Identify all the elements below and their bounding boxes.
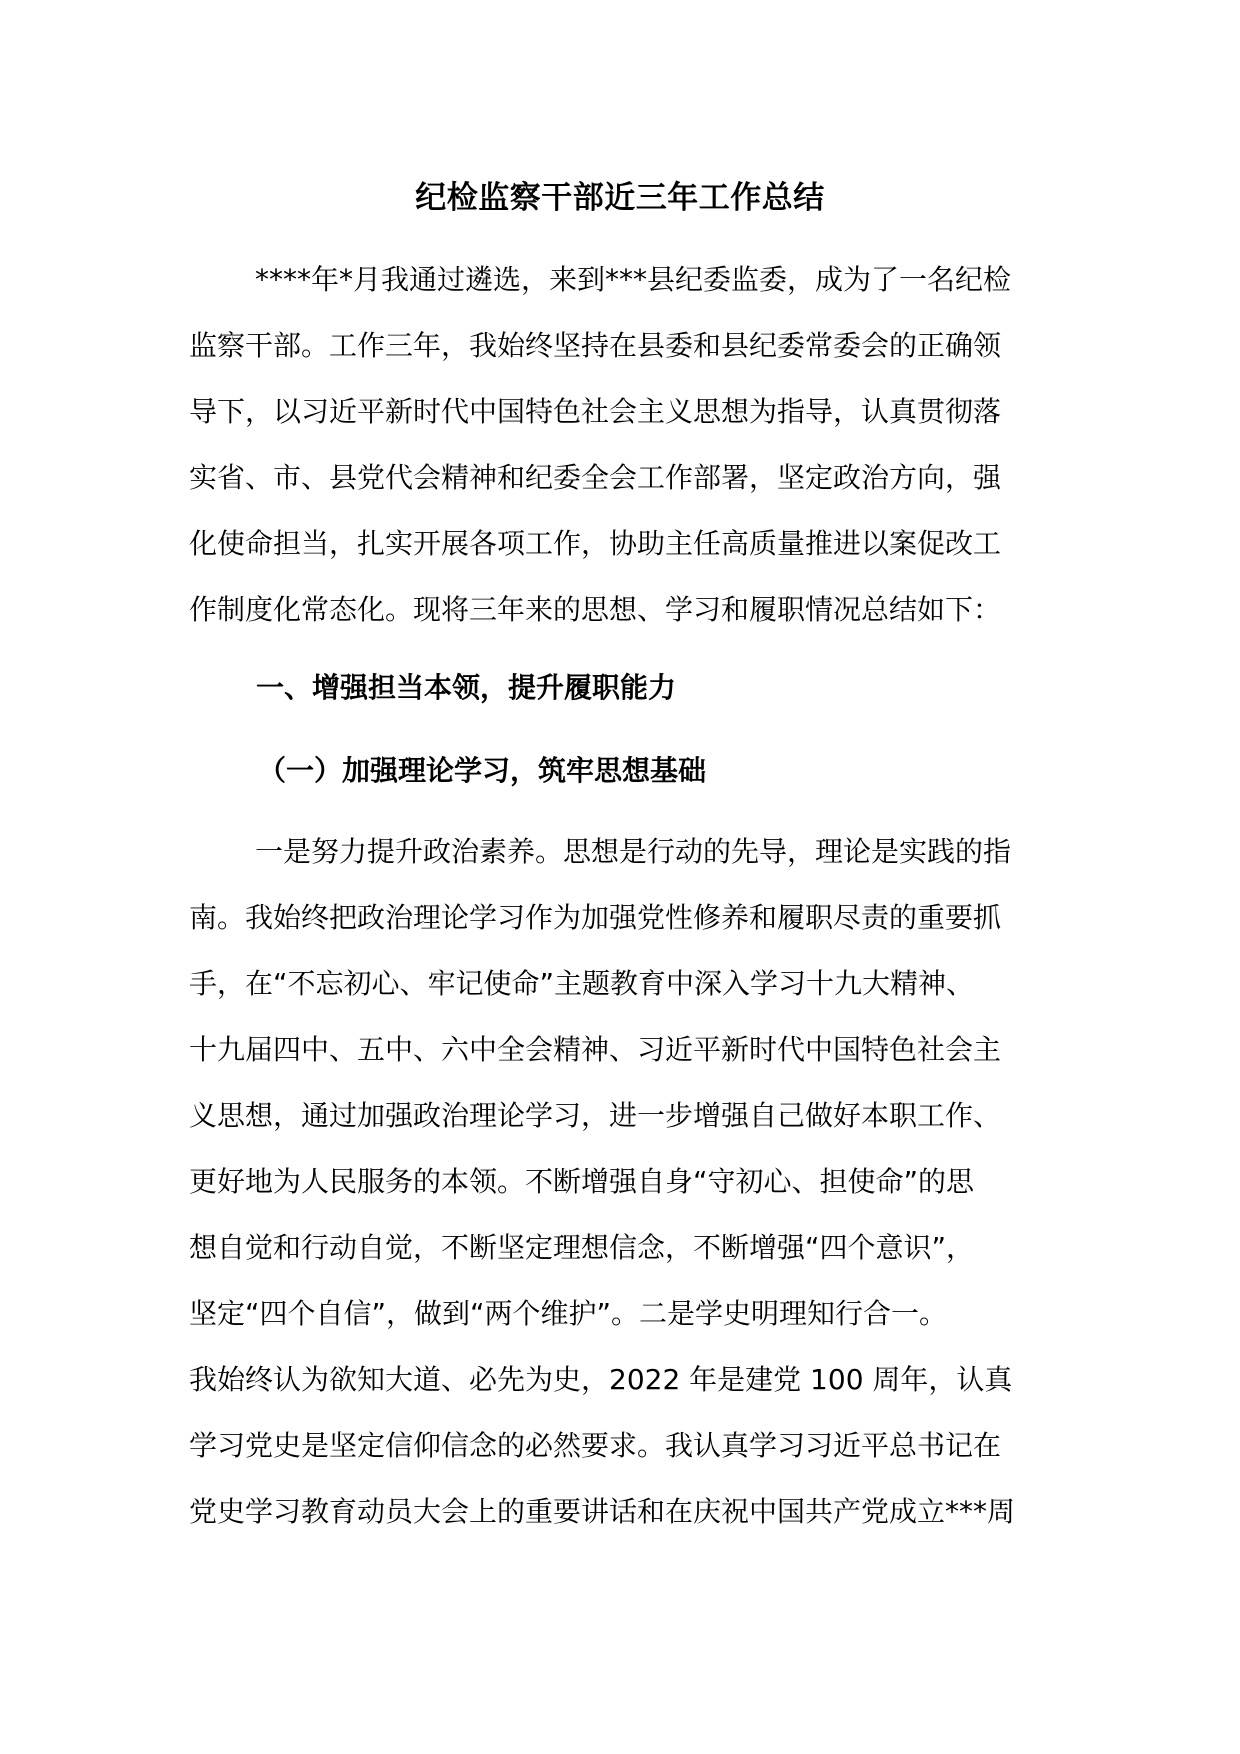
paragraph-line: 学习党史是坚定信仰信念的必然要求。我认真学习习近平总书记在 [189,1429,1002,1462]
study-paragraph [189,819,1059,1545]
paragraph-line: 我始终认为欲知大道、必先为史，2022 年是建党 100 周年，认真 [189,1363,1013,1396]
paragraph-line: 监察干部。工作三年，我始终坚持在县委和县纪委常委会的正确领 [189,329,1002,362]
paragraph-line: 作制度化常态化。现将三年来的思想、学习和履职情况总结如下： [189,593,1002,626]
paragraph-line: 导下，以习近平新时代中国特色社会主义思想为指导，认真贯彻落 [189,395,1002,428]
paragraph-line: 手，在“不忘初心、牢记使命”主题教育中深入学习十九大精神、 [189,967,975,1000]
paragraph-line: 实省、市、县党代会精神和纪委全会工作部署，坚定政治方向，强 [189,461,1002,494]
intro-paragraph [189,247,1059,643]
subsection-heading: （一）加强理论学习，筑牢思想基础 [258,754,707,787]
paragraph-line: 更好地为人民服务的本领。不断增强自身“守初心、担使命”的思 [189,1165,975,1198]
paragraph-line: 义思想，通过加强政治理论学习，进一步增强自己做好本职工作、 [189,1099,1002,1132]
paragraph-line: ****年*月我通过遴选，来到***县纪委监委，成为了一名纪检 [255,263,1012,296]
paragraph-line: 南。我始终把政治理论学习作为加强党性修养和履职尽责的重要抓 [189,901,1002,934]
paragraph-line: 十九届四中、五中、六中全会精神、习近平新时代中国特色社会主 [189,1033,1002,1066]
paragraph-line: 一是努力提升政治素养。思想是行动的先导，理论是实践的指 [255,835,1012,868]
section-heading: 一、增强担当本领，提升履职能力 [256,671,677,704]
paragraph-line: 党史学习教育动员大会上的重要讲话和在庆祝中国共产党成立***周 [189,1495,1016,1528]
document-title: 纪检监察干部近三年工作总结 [415,180,825,216]
paragraph-line: 坚定“四个自信”，做到“两个维护”。二是学史明理知行合一。 [189,1297,948,1330]
paragraph-line: 想自觉和行动自觉，不断坚定理想信念，不断增强“四个意识”， [189,1231,975,1264]
paragraph-line: 化使命担当，扎实开展各项工作，协助主任高质量推进以案促改工 [189,527,1002,560]
